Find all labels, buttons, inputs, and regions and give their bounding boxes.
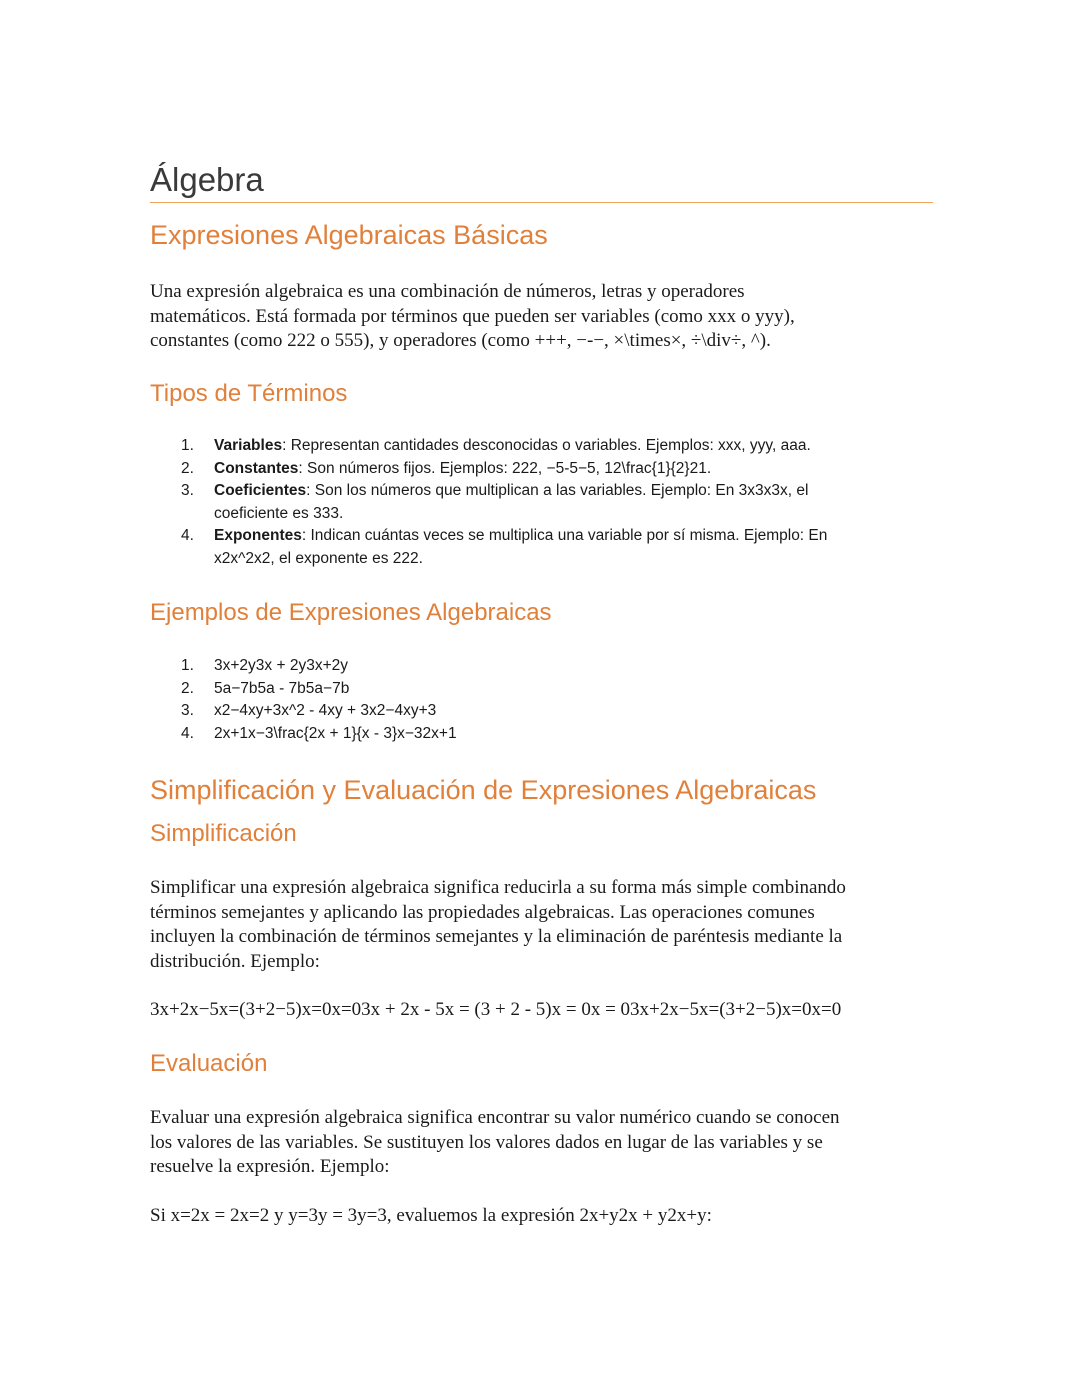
simplificacion-paragraph	[150, 876, 935, 974]
paragraph-line: matemáticos. Está formada por términos que pueden ser variables (como xxx o yyy),	[150, 305, 795, 327]
subheading-tipos: Tipos de Términos	[150, 380, 348, 407]
list-item	[150, 655, 910, 678]
list-item	[150, 525, 910, 570]
list-item	[150, 480, 910, 525]
evaluacion-paragraph	[150, 1106, 935, 1180]
list-number: 3.	[181, 482, 194, 500]
subheading-evaluacion: Evaluación	[150, 1050, 268, 1077]
evaluacion-example	[150, 1204, 935, 1229]
expression-text: x2−4xy+3x^2 - 4xy + 3x2−4xy+3	[214, 702, 437, 720]
intro-paragraph	[150, 280, 935, 354]
example-text: 3x+2x−5x=(3+2−5)x=0x=03x + 2x - 5x = (3 + 2 - 5)x = 0x = 03x+2x−5x=(3+2−5)x=0x=0	[150, 999, 842, 1020]
paragraph-line: Una expresión algebraica es una combinación de números, letras y operadores	[150, 281, 745, 302]
term-description-continued: coeficiente es 333.	[214, 504, 344, 522]
subheading-ejemplos: Ejemplos de Expresiones Algebraicas	[150, 599, 552, 626]
title-divider	[150, 202, 933, 203]
ejemplos-list	[150, 655, 910, 745]
list-item	[150, 678, 910, 701]
document-title: Álgebra	[150, 161, 264, 198]
tipos-list	[150, 435, 910, 571]
term-label: Exponentes	[214, 527, 302, 545]
list-item	[150, 700, 910, 723]
section-heading-expresiones: Expresiones Algebraicas Básicas	[150, 220, 548, 250]
expression-text: 5a−7b5a - 7b5a−7b	[214, 679, 350, 697]
term-description: : Representan cantidades desconocidas o variables. Ejemplos: xxx, yyy, aaa.	[282, 437, 811, 454]
term-description: : Son números fijos. Ejemplos: 222, −5-5−5, 12\frac{1}{2}21.	[298, 459, 712, 477]
paragraph-line: Evaluar una expresión algebraica significa encontrar su valor numérico cuando se conocen	[150, 1107, 840, 1128]
list-number: 2.	[181, 459, 194, 477]
list-number: 4.	[181, 724, 194, 742]
expression-text: 2x+1x−3\frac{2x + 1}{x - 3}x−32x+1	[214, 724, 457, 742]
paragraph-line: incluyen la combinación de términos semejantes y la eliminación de paréntesis mediante la	[150, 926, 843, 947]
paragraph-line: distribución. Ejemplo:	[150, 950, 320, 972]
example-text: Si x=2x = 2x=2 y y=3y = 3y=3, evaluemos la expresión 2x+y2x + y2x+y:	[150, 1205, 712, 1226]
list-item	[150, 723, 910, 746]
term-label: Variables	[214, 437, 283, 454]
list-number: 3.	[181, 702, 194, 720]
paragraph-line: los valores de las variables. Se sustituyen los valores dados en lugar de las variables y se	[150, 1131, 823, 1153]
paragraph-line: constantes (como 222 o 555), y operadores (como +++, −-−, ×\times×, ÷\div÷, ^).	[150, 330, 771, 351]
list-number: 1.	[181, 437, 194, 454]
section-heading-simplificacion-evaluacion: Simplificación y Evaluación de Expresiones Algebraicas	[150, 775, 817, 805]
paragraph-line: términos semejantes y aplicando las propiedades algebraicas. Las operaciones comunes	[150, 901, 815, 923]
paragraph-line: resuelve la expresión. Ejemplo:	[150, 1156, 390, 1177]
paragraph-line: Simplificar una expresión algebraica significa reducirla a su forma más simple combinando	[150, 877, 846, 898]
term-description: : Indican cuántas veces se multiplica una variable por sí misma. Ejemplo: En	[301, 527, 828, 545]
term-description: : Son los números que multiplican a las variables. Ejemplo: En 3x3x3x, el	[306, 482, 809, 500]
list-number: 2.	[181, 679, 194, 697]
list-item	[150, 435, 910, 458]
subheading-simplificacion: Simplificación	[150, 820, 297, 847]
term-label: Coeficientes	[214, 482, 307, 500]
list-number: 1.	[181, 657, 194, 674]
term-label: Constantes	[214, 459, 299, 477]
list-number: 4.	[181, 527, 194, 545]
simplificacion-example	[150, 998, 935, 1023]
list-item	[150, 458, 910, 481]
expression-text: 3x+2y3x + 2y3x+2y	[214, 657, 348, 674]
term-description-continued: x2x^2x2, el exponente es 222.	[214, 549, 423, 567]
